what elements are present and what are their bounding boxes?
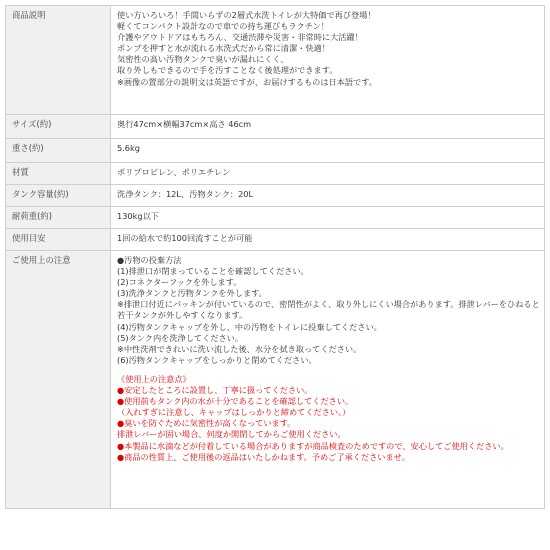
- label-precautions: ご使用上の注意: [6, 251, 111, 509]
- caution-item-3-note: 排泄レバーが固い場合、何度か開閉してからご使用ください。: [117, 429, 346, 440]
- caution-item-5: ●商品の性質上、ご使用後の返品はいたしかねます。予めご了承くださいませ。: [117, 451, 410, 462]
- value-precautions: [111, 251, 545, 509]
- caution-item-2: ●使用前もタンク内の水が十分であることを確認してください。: [117, 396, 354, 407]
- label-weight: 重さ(約): [6, 139, 111, 163]
- description-line-3: 介護やアウトドアはもちろん、交通渋滞や災害・非常時に大活躍！: [117, 32, 363, 43]
- value-size: 奥行47cm×横幅37cm×高さ 46cm: [111, 115, 545, 139]
- description-line-5: 気密性の高い汚物タンクで臭いが漏れにくく、: [117, 54, 289, 65]
- description-line-4: ポンプを押すと水が流れる水洗式だから常に清潔・快適！: [117, 43, 330, 54]
- caution-item-3: ●臭いを防ぐために気密性が高くなっています。: [117, 418, 296, 429]
- row-size: [6, 115, 545, 139]
- label-description: 商品説明: [6, 6, 111, 115]
- row-description: [6, 6, 545, 115]
- label-material: 材質: [6, 163, 111, 185]
- disposal-heading: ●汚物の投棄方法: [117, 255, 182, 265]
- label-tank-capacity: タンク容量(約): [6, 185, 111, 207]
- value-description: [111, 6, 545, 115]
- disposal-wash-note: ※中性洗剤できれいに洗い流した後、水分を拭き取ってください。: [117, 343, 362, 354]
- label-load-capacity: 耐荷重(約): [6, 207, 111, 229]
- product-spec-table: [5, 5, 545, 509]
- value-usage-guide: 1回の給水で約100回流すことが可能: [111, 229, 545, 251]
- disposal-packing-note: ※排泄口付近にパッキンが付いているので、密閉性がよく、取り外しにくい場合があります。排泄レバーをひねると若干タンクが外しやすくなります。: [117, 299, 540, 321]
- description-line-2: 軽くてコンパクト設計なので車での持ち運びもラクチン！: [117, 21, 329, 32]
- label-usage-guide: 使用目安: [6, 229, 111, 251]
- caution-heading: 《使用上の注意点》: [117, 373, 191, 384]
- row-weight: [6, 139, 545, 163]
- caution-item-1: ●安定したところに設置し、丁寧に扱ってください。: [117, 385, 313, 396]
- value-material: ポリプロピレン、ポリエチレン: [111, 163, 545, 185]
- row-precautions: [6, 251, 545, 509]
- row-usage-guide: [6, 229, 545, 251]
- caution-item-4: ●本製品に水滴などが付着している場合がありますが商品検査のためですので、安心してご使用ください。: [117, 440, 509, 451]
- caution-item-2-note: （入れすぎに注意し、キャップはしっかりと締めてください。）: [117, 407, 351, 418]
- row-tank-capacity: [6, 185, 545, 207]
- description-line-7: ※画像の置部分の説明文は英語ですが、お届けするものは日本語です。: [117, 76, 378, 87]
- description-line-6: 取り外しもできるので手を汚すことなく後処理ができます。: [117, 65, 338, 76]
- disposal-step-5: (5)タンク内を洗浄してください。: [117, 332, 244, 343]
- row-load-capacity: [6, 207, 545, 229]
- disposal-step-1: (1)排泄口が閉まっていることを確認してください。: [117, 266, 309, 277]
- value-weight: 5.6kg: [111, 139, 545, 163]
- value-load-capacity: 130kg以下: [111, 207, 545, 229]
- disposal-step-4: (4)汚物タンクキャップを外し、中の汚物をトイレに投棄してください。: [117, 321, 382, 332]
- disposal-step-2: (2)コネクターフックを外します。: [117, 277, 242, 288]
- row-material: [6, 163, 545, 185]
- value-tank-capacity: 洗浄タンク：12L、汚物タンク：20L: [111, 185, 545, 207]
- section-spacer: [117, 366, 540, 374]
- description-line-1: 使い方いろいろ！手間いらずの2層式水洗トイレが大特価で再び登場！: [117, 10, 376, 20]
- label-size: サイズ(約): [6, 115, 111, 139]
- disposal-step-3: (3)洗浄タンクと汚物タンクを外します。: [117, 288, 267, 299]
- disposal-step-6: (6)汚物タンクキャップをしっかりと閉めてください。: [117, 354, 317, 365]
